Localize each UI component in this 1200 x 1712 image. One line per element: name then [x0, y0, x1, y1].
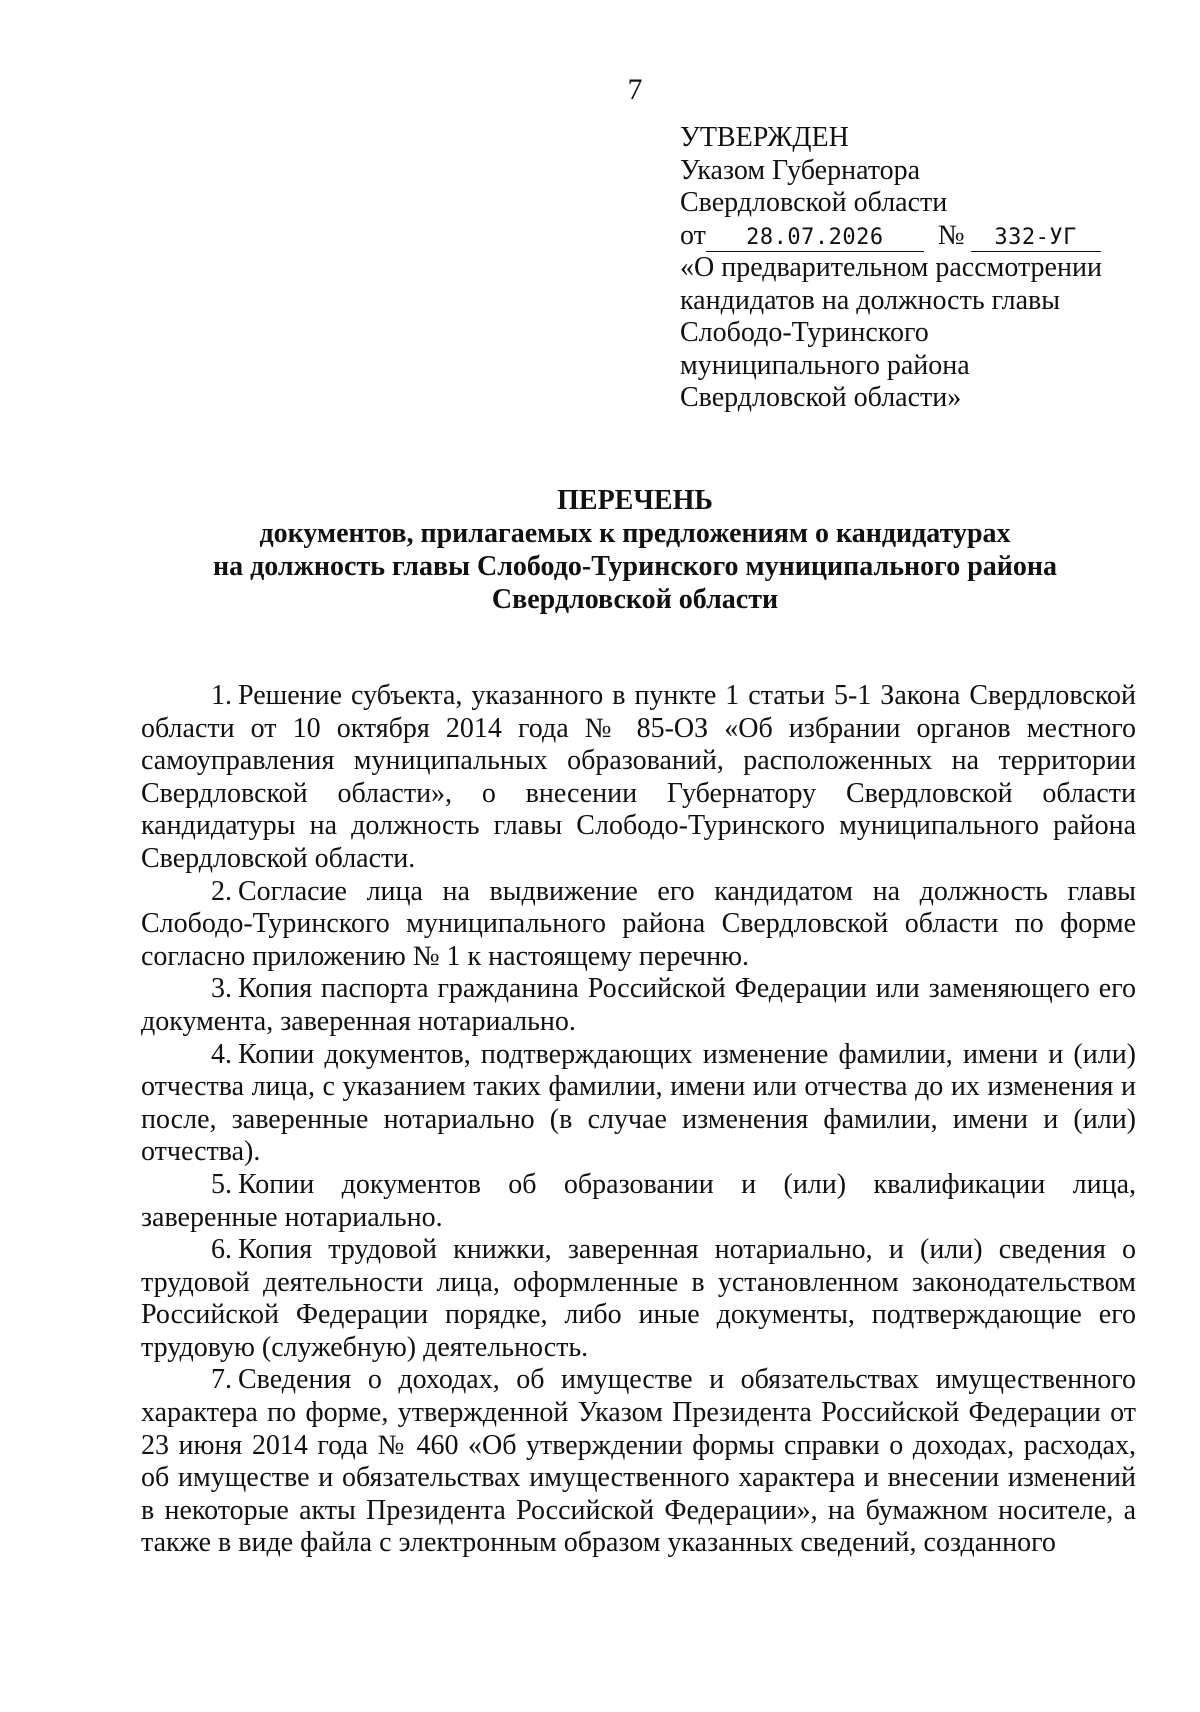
list-item — [141, 1169, 1136, 1234]
item-number: 2. — [211, 875, 232, 907]
item-number: 4. — [211, 1038, 232, 1070]
item-number: 5. — [211, 1168, 232, 1200]
item-text: Решение субъекта, указанного в пункте 1 статьи 5-1 Закона Свердловской области от 10 октября 2014 года № 85-ОЗ «Об избрании органов местного самоуправления муниципальных образований, расположенных на территории Свердловской области», о внесении Губернатору Свердловской области кандидатуры на должность главы Слободо-Туринского муниципального района Свердловской области. — [141, 680, 1136, 874]
decree-subject-line: Свердловской области» — [680, 382, 962, 413]
title-line: на должность главы Слободо-Туринского муниципального района — [212, 551, 1058, 582]
list-item — [141, 973, 1136, 1038]
decree-number: 332-УГ — [971, 225, 1101, 252]
decree-subject-line: «О предварительном рассмотрении — [680, 252, 1102, 283]
item-number: 1. — [211, 680, 232, 711]
page-number: 7 — [627, 73, 643, 106]
number-sign: № — [937, 219, 965, 251]
item-text: Копии документов об образовании и (или) квалификации лица, заверенные нотариально. — [141, 1168, 1136, 1233]
item-number: 7. — [211, 1364, 232, 1396]
item-text: Сведения о доходах, об имуществе и обязательствах имущественного характера по форме, утвержденной Указом Президента Российской Федерации от 23 июня 2014 года № 460 «Об утверждении формы справки о доходах, расходах, об имуществе и обязательствах имущественного характера и внесении изменений в некоторые акты Президента Российской Федерации», на бумажном носителе, а также в виде файла с электронным образом указанных сведений, созданного — [141, 1364, 1136, 1559]
item-number: 6. — [211, 1234, 232, 1266]
approval-authority: Указом Губернатора — [680, 154, 921, 186]
list-item — [141, 1039, 1136, 1169]
title-line: Свердловской области — [491, 584, 779, 615]
list-item — [141, 1364, 1136, 1560]
item-text: Согласие лица на выдвижение его кандидатом на должность главы Слободо-Туринского муниципального района Свердловской области по форме согласно приложению № 1 к настоящему перечню. — [141, 875, 1136, 972]
date-prefix: от — [680, 219, 706, 251]
item-text: Копия трудовой книжки, заверенная нотариально, и (или) сведения о трудовой деятельности лица, оформленные в установленном законодательством Российской Федерации порядке, либо иные документы, подтверждающие его трудовую (служебную) деятельность. — [141, 1234, 1136, 1363]
decree-subject-line: муниципального района — [680, 349, 970, 381]
approval-stamp-block — [680, 122, 1120, 415]
decree-date: 28.07.2026 — [706, 225, 924, 252]
title-line: документов, прилагаемых к предложениям о кандидатурах — [259, 518, 1011, 549]
list-item — [141, 876, 1136, 974]
approval-region: Свердловской области — [680, 187, 948, 218]
list-item — [141, 680, 1136, 876]
decree-subject-line: Слободо-Туринского — [680, 317, 929, 348]
approval-status: УТВЕРЖДЕН — [680, 122, 849, 153]
item-text: Копии документов, подтверждающих изменение фамилии, имени и (или) отчества лица, с указанием таких фамилии, имени или отчества до их изменения и после, заверенные нотариально (в случае изменения фамилии, имени и (или) отчества). — [141, 1038, 1136, 1168]
decree-subject-line: кандидатов на должность главы — [680, 284, 1061, 316]
decree-date-number-row — [680, 220, 1120, 253]
title-heading: ПЕРЕЧЕНЬ — [557, 485, 713, 516]
document-title — [120, 484, 1150, 616]
item-text: Копия паспорта гражданина Российской Федерации или заменяющего его документа, заверенная нотариально. — [141, 973, 1136, 1037]
document-body — [141, 680, 1136, 1560]
item-number: 3. — [211, 973, 232, 1005]
list-item — [141, 1234, 1136, 1364]
